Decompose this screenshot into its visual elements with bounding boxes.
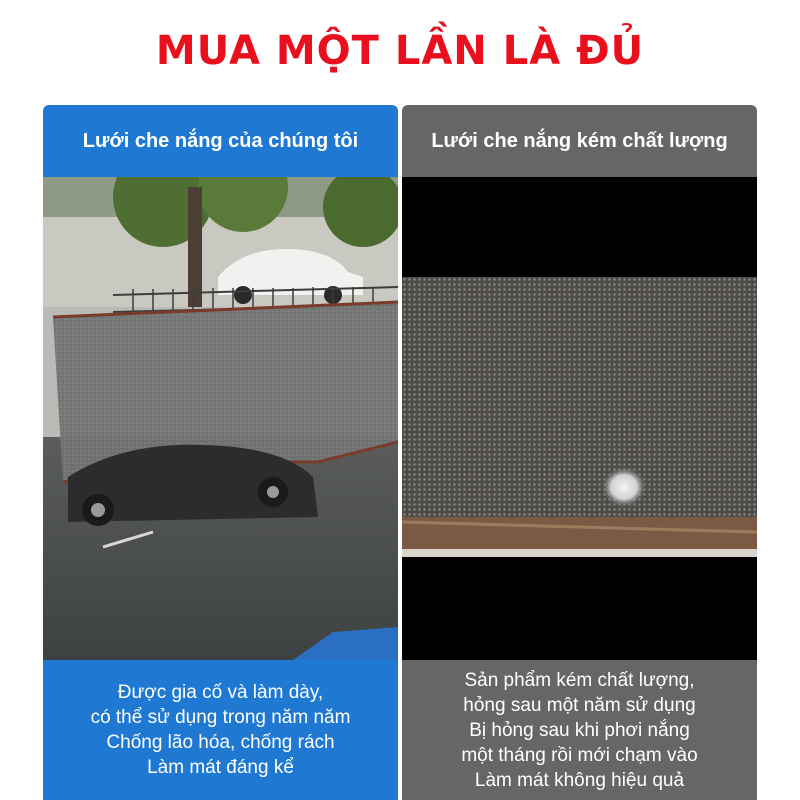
our-product-panel xyxy=(43,105,398,800)
torn-shade-net-photo xyxy=(402,177,757,660)
headline: MUA MỘT LẦN LÀ ĐỦ xyxy=(155,28,645,74)
caption-line: Bị hỏng sau khi phơi nắng xyxy=(469,719,690,741)
caption-line: Chống lão hóa, chống rách xyxy=(106,732,335,753)
caption-line: một tháng rồi mới chạm vào xyxy=(461,744,698,766)
photo-illustration xyxy=(402,177,757,660)
installed-shade-net-photo xyxy=(43,177,398,660)
poor-product-panel xyxy=(402,105,757,800)
caption-line: hỏng sau một năm sử dụng xyxy=(463,694,696,716)
photo-illustration xyxy=(43,177,398,660)
our-product-title: Lưới che nắng của chúng tôi xyxy=(82,129,359,152)
caption-line: có thể sử dụng trong năm năm xyxy=(90,707,351,728)
poor-product-title: Lưới che nắng kém chất lượng xyxy=(431,129,728,152)
our-product-caption xyxy=(43,660,398,800)
caption-line: Sản phẩm kém chất lượng, xyxy=(464,669,695,691)
caption-line: Làm mát đáng kể xyxy=(147,757,294,778)
caption-line: Được gia cố và làm dày, xyxy=(117,682,324,703)
caption-line: Làm mát không hiệu quả xyxy=(474,769,685,791)
poor-product-caption xyxy=(402,660,757,800)
